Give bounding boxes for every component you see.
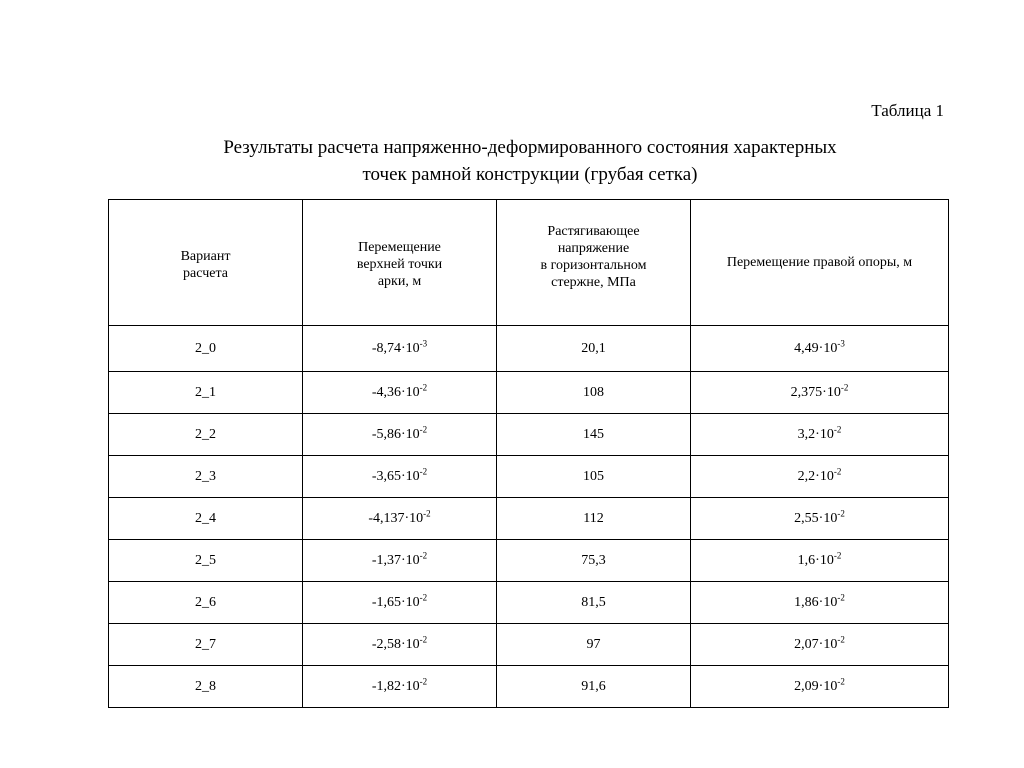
top-displacement-cell [303, 540, 497, 582]
top-displacement-mantissa: -3,65·10 [371, 468, 420, 484]
top-displacement-mantissa: -1,65·10 [371, 594, 420, 610]
top-displacement-cell [303, 372, 497, 414]
stress-cell: 75,3 [497, 540, 691, 582]
stress-cell: 91,6 [497, 666, 691, 708]
support-displacement-exponent: -2 [837, 591, 845, 602]
header-label-support-displacement: Перемещение правой опоры, м [726, 255, 913, 270]
top-displacement-exponent: -2 [419, 591, 428, 602]
stress-cell: 105 [497, 456, 691, 498]
support-displacement-cell [691, 456, 949, 498]
header-row [109, 200, 949, 326]
table-header [109, 200, 949, 326]
support-displacement-cell [691, 498, 949, 540]
table-row [109, 498, 949, 540]
header-label-top-displacement: Перемещение верхней точки арки, м [356, 240, 443, 289]
top-displacement-cell [303, 498, 497, 540]
support-displacement-exponent: -2 [833, 423, 842, 434]
top-displacement-exponent: -3 [419, 337, 428, 348]
support-displacement-mantissa: 2,55·10 [794, 510, 838, 526]
variant-cell: 2_7 [109, 624, 303, 666]
table-row [109, 326, 949, 372]
top-displacement-mantissa: -1,37·10 [371, 552, 420, 568]
support-displacement-mantissa: 1,6·10 [797, 552, 834, 568]
variant-cell: 2_0 [109, 326, 303, 372]
top-displacement-exponent: -2 [419, 633, 428, 644]
table-row [109, 666, 949, 708]
support-displacement-cell [691, 326, 949, 372]
top-displacement-cell [303, 326, 497, 372]
top-displacement-exponent: -2 [419, 423, 428, 434]
top-displacement-exponent: -2 [423, 507, 431, 518]
table-body [109, 326, 949, 708]
top-displacement-cell [303, 582, 497, 624]
variant-cell: 2_8 [109, 666, 303, 708]
support-displacement-mantissa: 1,86·10 [794, 594, 838, 610]
support-displacement-exponent: -2 [840, 381, 849, 392]
top-displacement-mantissa: -1,82·10 [371, 678, 420, 694]
support-displacement-cell [691, 666, 949, 708]
support-displacement-exponent: -2 [837, 507, 845, 518]
support-displacement-exponent: -3 [837, 337, 845, 348]
top-displacement-mantissa: -5,86·10 [371, 426, 420, 442]
variant-cell: 2_1 [109, 372, 303, 414]
stress-cell: 112 [497, 498, 691, 540]
table-row [109, 456, 949, 498]
table-row [109, 372, 949, 414]
support-displacement-mantissa: 2,07·10 [794, 636, 838, 652]
header-label-tensile-stress: Растягивающее напряжение в горизонтальном стержне, МПа [540, 223, 647, 290]
top-displacement-mantissa: -8,74·10 [371, 340, 420, 356]
stress-cell: 108 [497, 372, 691, 414]
variant-cell: 2_3 [109, 456, 303, 498]
top-displacement-exponent: -2 [419, 549, 428, 560]
variant-cell: 2_4 [109, 498, 303, 540]
top-displacement-exponent: -2 [419, 465, 428, 476]
variant-cell: 2_6 [109, 582, 303, 624]
table-row [109, 540, 949, 582]
top-displacement-cell [303, 666, 497, 708]
variant-cell: 2_2 [109, 414, 303, 456]
top-displacement-cell [303, 456, 497, 498]
support-displacement-mantissa: 4,49·10 [794, 340, 838, 356]
stress-cell: 97 [497, 624, 691, 666]
top-displacement-exponent: -2 [419, 381, 428, 392]
support-displacement-cell [691, 540, 949, 582]
stress-cell: 81,5 [497, 582, 691, 624]
header-cell-support-displacement [691, 200, 949, 326]
support-displacement-cell [691, 582, 949, 624]
top-displacement-exponent: -2 [419, 675, 428, 686]
top-displacement-mantissa: -2,58·10 [371, 636, 420, 652]
table-title [0, 134, 1024, 188]
table-row [109, 624, 949, 666]
header-cell-variant [109, 200, 303, 326]
header-cell-tensile-stress [497, 200, 691, 326]
top-displacement-cell [303, 414, 497, 456]
support-displacement-mantissa: 3,2·10 [797, 426, 834, 442]
support-displacement-mantissa: 2,09·10 [794, 678, 838, 694]
support-displacement-cell [691, 414, 949, 456]
top-displacement-cell [303, 624, 497, 666]
variant-cell: 2_5 [109, 540, 303, 582]
table-row [109, 582, 949, 624]
table-title-line: Результаты расчета напряженно-деформированного состояния характерных [223, 137, 837, 158]
support-displacement-mantissa: 2,2·10 [797, 468, 834, 484]
top-displacement-mantissa: -4,137·10 [368, 510, 424, 526]
support-displacement-exponent: -2 [837, 633, 845, 644]
table-row [109, 414, 949, 456]
results-table [108, 199, 949, 708]
support-displacement-mantissa: 2,375·10 [790, 384, 841, 400]
header-label-variant: Вариант расчета [180, 248, 231, 281]
stress-cell: 145 [497, 414, 691, 456]
top-displacement-mantissa: -4,36·10 [371, 384, 420, 400]
support-displacement-exponent: -2 [833, 549, 842, 560]
support-displacement-exponent: -2 [833, 465, 842, 476]
support-displacement-exponent: -2 [837, 675, 845, 686]
header-cell-top-displacement [303, 200, 497, 326]
support-displacement-cell [691, 624, 949, 666]
support-displacement-cell [691, 372, 949, 414]
stress-cell: 20,1 [497, 326, 691, 372]
table-title-line: точек рамной конструкции (грубая сетка) [362, 164, 698, 185]
table-number: Таблица 1 [871, 101, 944, 120]
